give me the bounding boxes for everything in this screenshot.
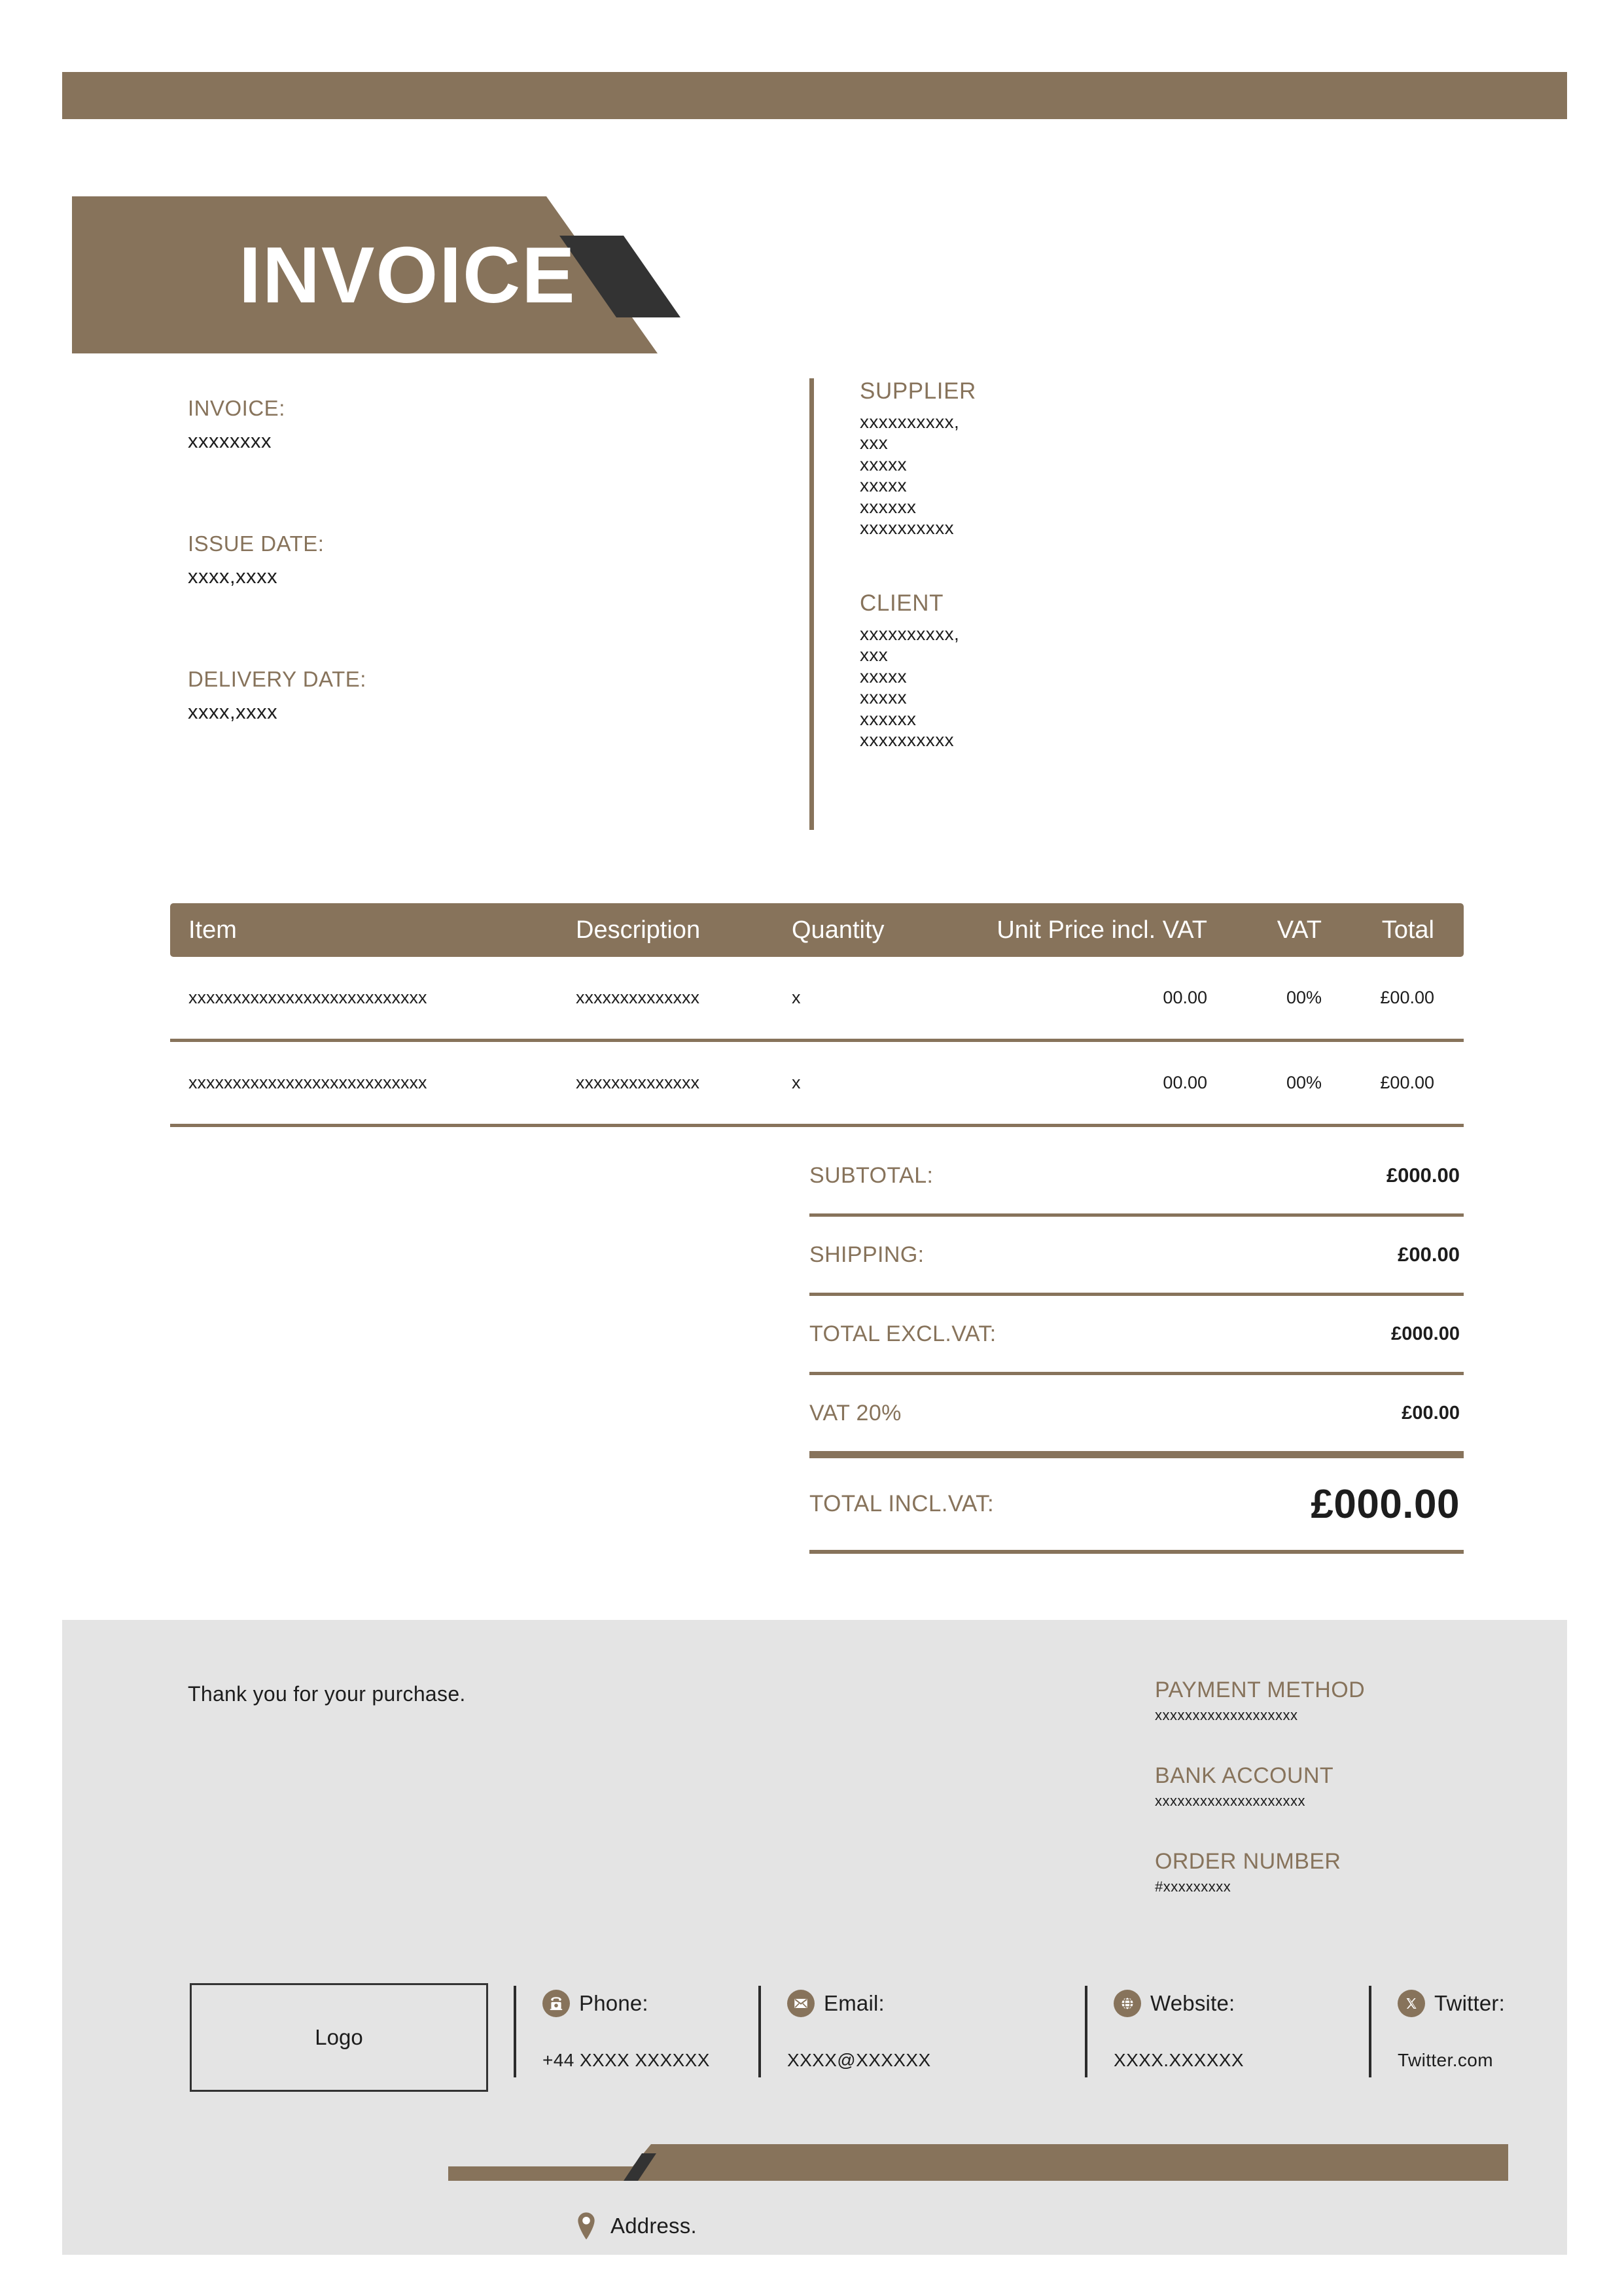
contact-website bbox=[1085, 1983, 1369, 2071]
client-line: xxxxxx bbox=[860, 708, 917, 729]
total-excl-vat-value: £000.00 bbox=[1391, 1323, 1460, 1344]
cell-unit-price: 00.00 bbox=[1163, 988, 1207, 1007]
line-items-table bbox=[170, 903, 1464, 1127]
grand-total-value: £000.00 bbox=[1311, 1481, 1460, 1527]
totals-row-shipping bbox=[809, 1217, 1464, 1296]
thank-you-note: Thank you for your purchase. bbox=[188, 1682, 466, 1706]
contact-twitter bbox=[1369, 1983, 1581, 2071]
meta-value: xxxxxxxx bbox=[188, 429, 272, 452]
meta-value: xxxx,xxxx bbox=[188, 700, 278, 723]
vat-label: VAT 20% bbox=[809, 1400, 902, 1426]
payment-method-value: xxxxxxxxxxxxxxxxxxx bbox=[1155, 1707, 1298, 1723]
shipping-label: SHIPPING: bbox=[809, 1242, 925, 1267]
bottom-decorative-bar bbox=[448, 2140, 1508, 2181]
client-block bbox=[860, 590, 1318, 751]
subtotal-label: SUBTOTAL: bbox=[809, 1162, 934, 1188]
top-decorative-bar bbox=[62, 72, 1567, 119]
client-line: xxxxxxxxxx, bbox=[860, 623, 960, 644]
total-excl-vat-label: TOTAL EXCL.VAT: bbox=[809, 1321, 997, 1346]
bank-account-label: BANK ACCOUNT bbox=[1155, 1763, 1334, 1788]
cell-unit-price: 00.00 bbox=[1163, 1073, 1207, 1092]
logo-placeholder bbox=[190, 1983, 488, 2092]
column-header-total: Total bbox=[1381, 916, 1434, 944]
grand-total-label: TOTAL INCL.VAT: bbox=[809, 1491, 995, 1516]
address-row bbox=[573, 2209, 697, 2243]
cell-total: £00.00 bbox=[1380, 1073, 1434, 1092]
order-number-value: #xxxxxxxxx bbox=[1155, 1878, 1231, 1895]
table-row bbox=[170, 957, 1464, 1042]
contact-divider bbox=[758, 1986, 761, 2077]
supplier-line: xxx bbox=[860, 433, 889, 454]
cell-total: £00.00 bbox=[1380, 988, 1434, 1007]
meta-invoice-number bbox=[188, 396, 554, 453]
column-header-unit-price: Unit Price incl. VAT bbox=[997, 916, 1207, 944]
contact-divider bbox=[1369, 1986, 1371, 2077]
totals-row-vat bbox=[809, 1375, 1464, 1454]
contact-strip bbox=[514, 1983, 1581, 2071]
cell-description: xxxxxxxxxxxxxx bbox=[576, 1073, 699, 1092]
supplier-line: xxxxxxxxxx, bbox=[860, 412, 960, 432]
column-header-vat: VAT bbox=[1277, 916, 1322, 944]
cell-quantity: x bbox=[792, 988, 801, 1007]
table-header-row bbox=[170, 903, 1464, 957]
contact-phone bbox=[514, 1983, 758, 2071]
client-line: xxxxx bbox=[860, 687, 907, 708]
contact-email-value: XXXX@XXXXXX bbox=[787, 2050, 931, 2070]
contact-divider bbox=[1085, 1986, 1087, 2077]
cell-vat: 00% bbox=[1286, 1073, 1322, 1092]
totals-row-excl-vat bbox=[809, 1296, 1464, 1375]
supplier-line: xxxxx bbox=[860, 454, 907, 475]
contact-phone-value: +44 XXXX XXXXXX bbox=[542, 2050, 710, 2070]
email-icon bbox=[787, 1990, 815, 2017]
meta-label: INVOICE: bbox=[188, 396, 285, 420]
meta-value: xxxx,xxxx bbox=[188, 565, 278, 588]
page-title: INVOICE bbox=[239, 230, 576, 319]
address-label: Address. bbox=[610, 2214, 697, 2238]
totals-section bbox=[809, 1138, 1464, 1554]
bank-account-value: xxxxxxxxxxxxxxxxxxxx bbox=[1155, 1793, 1305, 1809]
invoice-banner bbox=[72, 196, 739, 353]
cell-vat: 00% bbox=[1286, 988, 1322, 1007]
supplier-block bbox=[860, 378, 1318, 539]
cell-item: xxxxxxxxxxxxxxxxxxxxxxxxxxx bbox=[188, 1073, 427, 1092]
contact-twitter-value: Twitter.com bbox=[1398, 2050, 1493, 2070]
client-line: xxxxx bbox=[860, 666, 907, 687]
meta-label: DELIVERY DATE: bbox=[188, 667, 366, 691]
phone-icon bbox=[542, 1990, 570, 2017]
contact-email bbox=[758, 1983, 1085, 2071]
totals-row-grand bbox=[809, 1454, 1464, 1554]
bank-account-block bbox=[1155, 1763, 1495, 1810]
supplier-line: xxxxxxxxxx bbox=[860, 518, 954, 539]
vat-value: £00.00 bbox=[1402, 1402, 1460, 1424]
meta-label: ISSUE DATE: bbox=[188, 531, 325, 556]
client-line: xxx bbox=[860, 645, 889, 666]
contact-phone-label: Phone: bbox=[579, 1991, 648, 2015]
meta-delivery-date bbox=[188, 667, 554, 724]
payment-method-block bbox=[1155, 1677, 1495, 1724]
globe-icon bbox=[1114, 1990, 1141, 2017]
payment-details bbox=[1155, 1677, 1495, 1895]
contact-website-value: XXXX.XXXXXX bbox=[1114, 2050, 1244, 2070]
order-number-label: ORDER NUMBER bbox=[1155, 1849, 1341, 1874]
cell-quantity: x bbox=[792, 1073, 801, 1092]
supplier-title: SUPPLIER bbox=[860, 378, 976, 404]
order-number-block bbox=[1155, 1849, 1495, 1895]
shipping-value: £00.00 bbox=[1398, 1243, 1460, 1266]
totals-row-subtotal bbox=[809, 1138, 1464, 1217]
column-header-quantity: Quantity bbox=[792, 916, 885, 944]
client-line: xxxxxxxxxx bbox=[860, 730, 954, 751]
twitter-x-icon bbox=[1398, 1990, 1425, 2017]
contact-divider bbox=[514, 1986, 516, 2077]
contact-website-label: Website: bbox=[1150, 1991, 1235, 2015]
supplier-line: xxxxxx bbox=[860, 496, 917, 517]
contact-email-label: Email: bbox=[824, 1991, 885, 2015]
logo-label: Logo bbox=[315, 2025, 363, 2049]
cell-description: xxxxxxxxxxxxxx bbox=[576, 988, 699, 1007]
supplier-line: xxxxx bbox=[860, 475, 907, 496]
client-title: CLIENT bbox=[860, 590, 944, 616]
contact-twitter-label: Twitter: bbox=[1434, 1991, 1505, 2015]
subtotal-value: £000.00 bbox=[1386, 1164, 1460, 1187]
table-row bbox=[170, 1042, 1464, 1127]
location-pin-icon bbox=[573, 2209, 600, 2243]
vertical-divider bbox=[809, 378, 814, 830]
invoice-meta bbox=[188, 396, 554, 724]
column-header-description: Description bbox=[576, 916, 701, 944]
cell-item: xxxxxxxxxxxxxxxxxxxxxxxxxxx bbox=[188, 988, 427, 1007]
meta-issue-date bbox=[188, 531, 554, 588]
column-header-item: Item bbox=[188, 916, 237, 944]
footer-panel bbox=[62, 1620, 1567, 2255]
payment-method-label: PAYMENT METHOD bbox=[1155, 1677, 1366, 1702]
